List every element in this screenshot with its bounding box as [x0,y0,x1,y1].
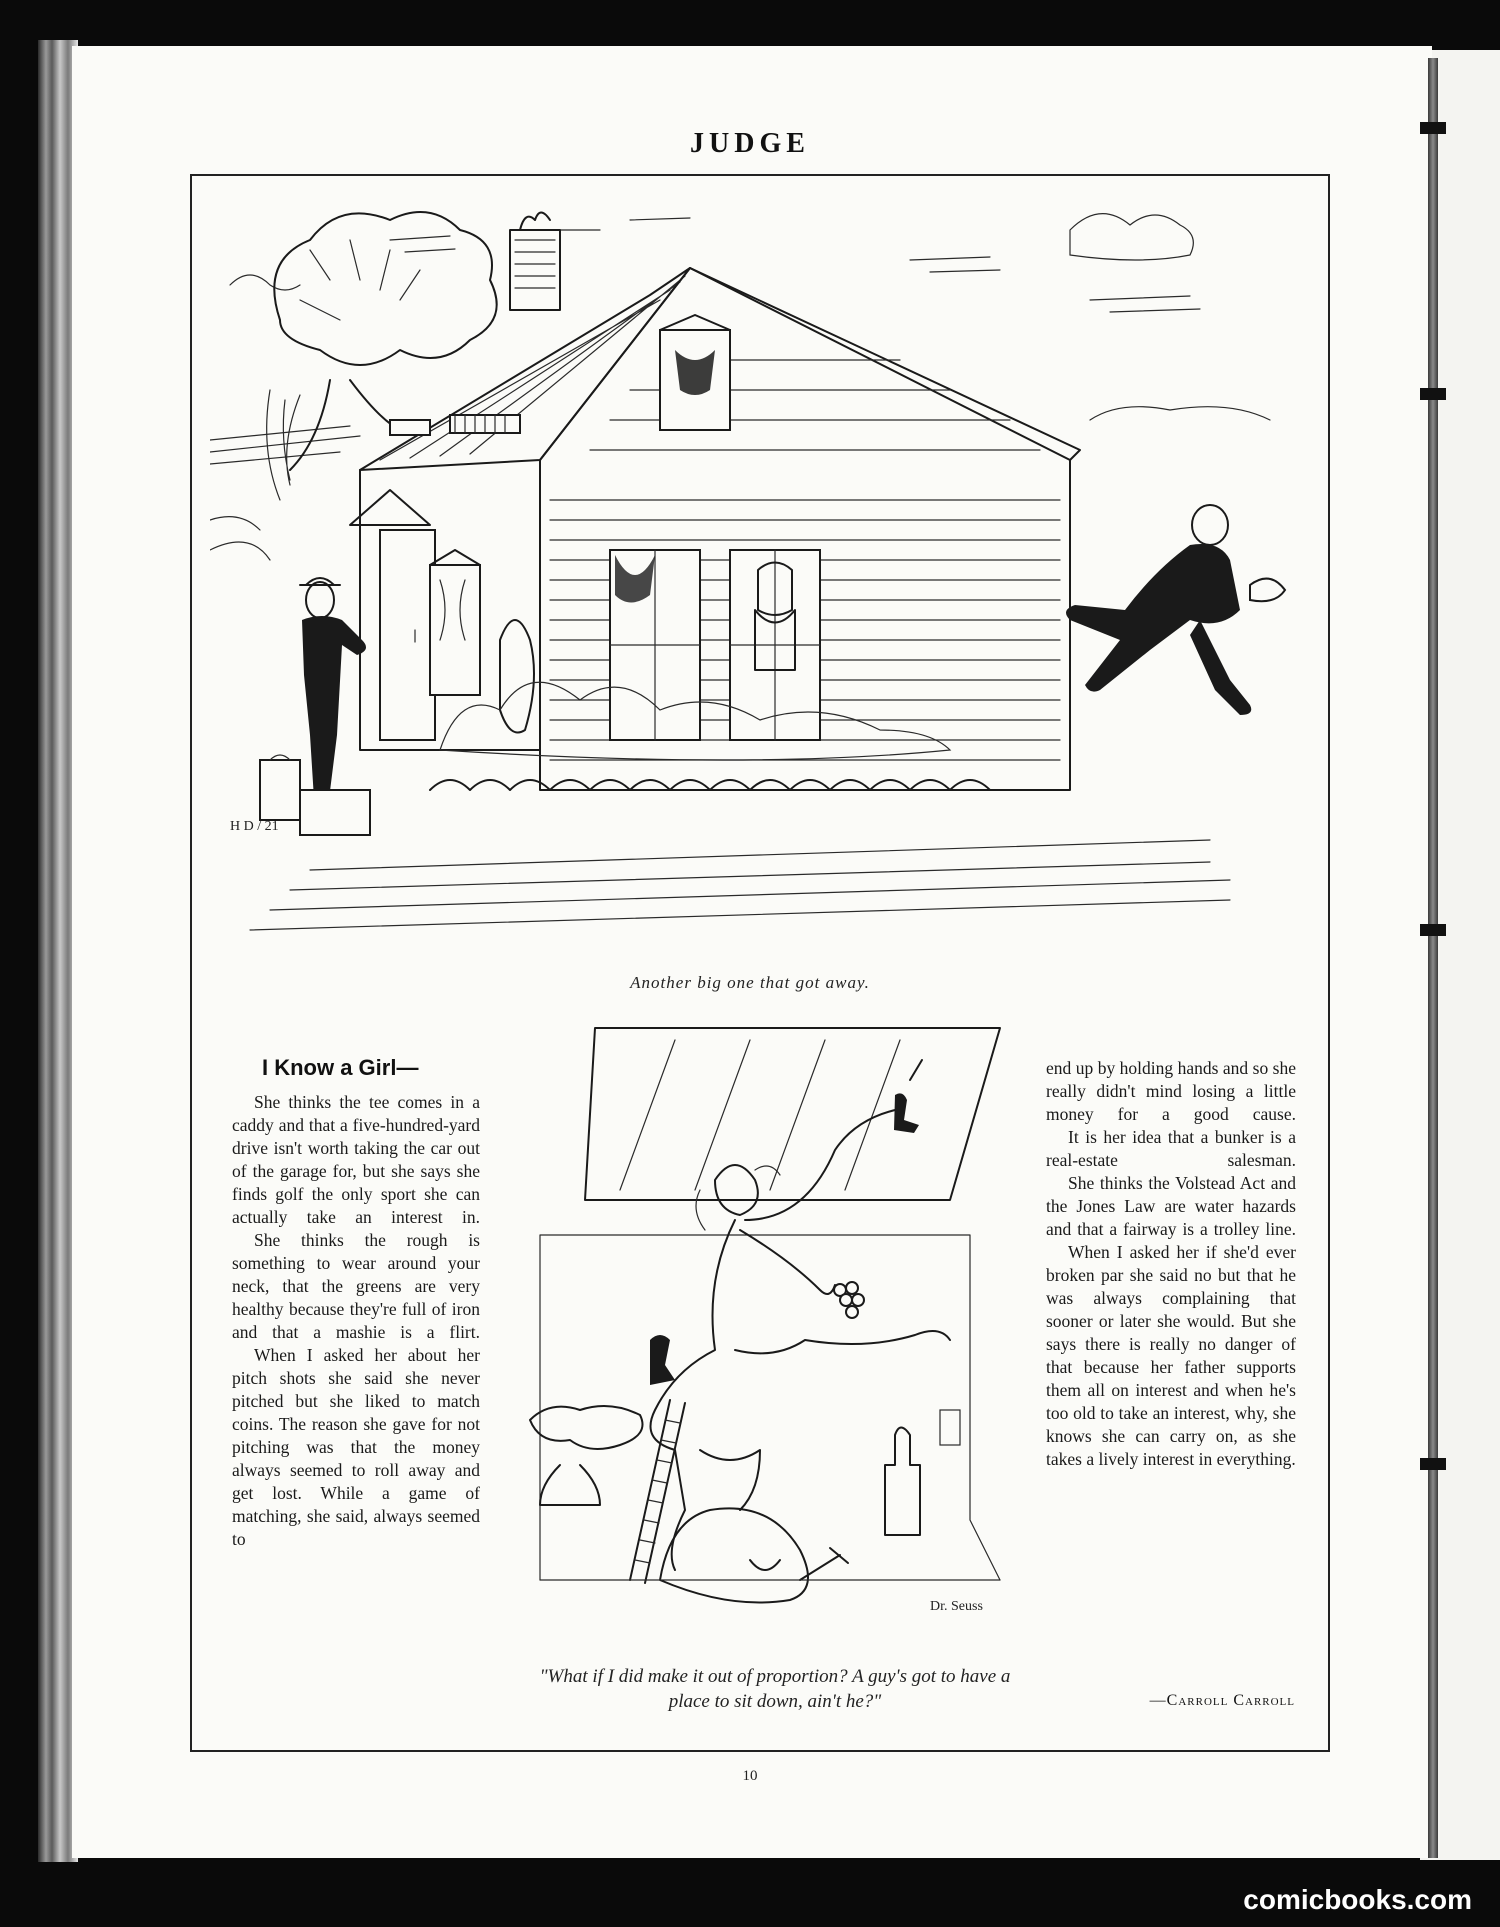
book-spine [1428,58,1438,1858]
spine-stitch [1420,924,1446,936]
article-left-column [232,1091,480,1551]
article-title: I Know a Girl— [262,1055,419,1080]
statue-cartoon-signature: Dr. Seuss [930,1599,983,1614]
paragraph: She thinks the tee comes in a caddy and that a five-hundred-yard drive isn't worth taking the car out of the garage for, but she says she finds golf the only sport she can actually take an interest in. [232,1092,480,1227]
masthead: JUDGE [690,128,810,159]
spine-stitch [1420,388,1446,400]
page-number: 10 [742,1768,758,1784]
statue-cartoon [500,1020,1020,1650]
paragraph: end up by holding hands and so she really didn't mind losing a little money for a good cause. [1046,1058,1296,1124]
spine-stitch [1420,1458,1446,1470]
paragraph: When I asked her about her pitch shots she said she never pitched but she liked to match coins. The reason she gave for not pitching was that the money always seemed to roll away and get lost. While a game of matching, she said, always seemed to [232,1345,480,1549]
paragraph: She thinks the Volstead Act and the Jones Law are water hazards and that a fairway is a trolley line. [1046,1173,1296,1239]
house-cartoon [210,190,1310,970]
paragraph: It is her idea that a bunker is a real-estate salesman. [1046,1127,1296,1170]
paragraph: When I asked her if she'd ever broken par she said no but that he was always complaining that sooner or later she would. But she says there is really no danger of that because her father supports them all on interest and when he's too old to take an interest, why, she knows she can carry on, as she takes a lively interest in everything. [1046,1242,1296,1469]
house-cartoon-signature: H D / 21 [230,819,279,834]
article-byline: —Carroll Carroll [1149,1692,1295,1709]
paragraph: She thinks the rough is something to wear around your neck, that the greens are very healthy because they're full of iron and that a mashie is a flirt. [232,1230,480,1342]
watermark: comicbooks.com [1243,1884,1472,1915]
house-cartoon-caption: Another big one that got away. [630,973,870,992]
statue-cartoon-caption: "What if I did make it out of proportion? A guy's got to have a place to sit down, ain't he?" [539,1666,1011,1712]
article-right-column [1046,1057,1296,1471]
